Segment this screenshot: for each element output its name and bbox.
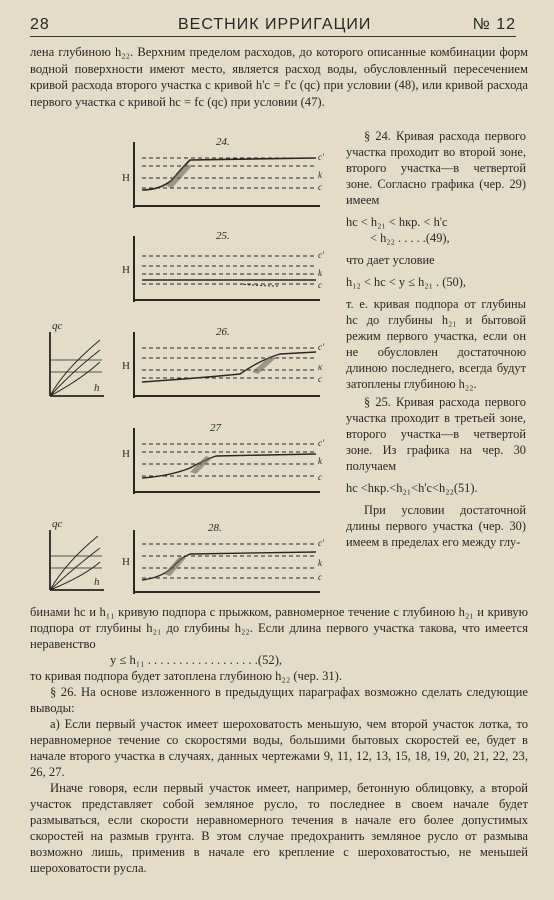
conclusion-a: а) Если первый участок имеет шероховатость меньшую, чем второй участок лотка, то неравномерное течение со скоростями воды, большими бытовых скоростей ее, будет в начале второго участка в случаях, данных чертежами 9, 11, 12, 13, 15, 18, 19, 20, 21, 22, 23, 26, 27.	[30, 717, 528, 779]
figure-25-k: k	[318, 268, 322, 278]
right-column	[346, 128, 526, 550]
page-number: 28	[30, 16, 50, 33]
figure-24-c: c	[318, 182, 322, 192]
figure-24-k: k	[318, 170, 322, 180]
bottom-text	[30, 604, 528, 876]
figure-27-c: c	[318, 472, 322, 482]
figure-26-qc-plot	[44, 320, 106, 402]
figure-28-c: c	[318, 572, 322, 582]
figure-25-c: c	[318, 280, 322, 290]
figure-24	[120, 136, 330, 212]
other-words-paragraph: Иначе говоря, если первый участок имеет, например, бетонную облицовку, а второй участок представляет собой земляное русло, то последнее в своем начале будет размываться, если скорости неравномерного течения в начале его более допустимых скоростей на размыв грунта. В этом случае предохранить земляное русло от размыва возможно лишь, применив в начале его крепление с шероховатостью, не меньшей шероховатости русла.	[30, 781, 528, 875]
figure-28-qc-label: qc	[52, 518, 63, 530]
figure-25-drawing	[120, 234, 330, 306]
equation-50: h₁₂ < hc < y ≤ h₂₁ . (50),	[346, 275, 466, 289]
figure-27	[120, 422, 330, 498]
figure-26-drawing	[120, 330, 330, 402]
figure-25-number: 25.	[216, 230, 230, 242]
equation-51: hc <hкр.<h₂₁<h'c<h₂₂(51).	[346, 481, 478, 495]
figure-24-drawing	[120, 140, 330, 212]
equation-52: y ≤ h₁₁ . . . . . . . . . . . . . . . . . .(52),	[110, 653, 283, 667]
figure-27-c-prime: c'	[318, 438, 324, 448]
after-equation-50: т. е. кривая подпора от глубины hc до глубины h₂₁ и бытовой режим первого участка, если он не обусловлен достаточною длиною последнего, всегда будут затоплены глубиною h₂₂.	[346, 297, 526, 391]
figure-26-c: c	[318, 374, 322, 384]
journal-title: ВЕСТНИК ИРРИГАЦИИ	[178, 16, 372, 33]
equation-49-line1: hc < h₂₁ < hкр. < h'c	[346, 215, 448, 229]
figure-27-number: 27	[210, 422, 221, 434]
figure-24-c-prime: c'	[318, 152, 324, 162]
figure-26-H: H	[122, 360, 130, 372]
issue-number: № 12	[472, 16, 516, 33]
figure-27-H: H	[122, 448, 130, 460]
gives-condition: что дает условие	[346, 253, 435, 267]
continuation-1: бинами hc и h₁₁ кривую подпора с прыжком, равномерное течение с глубиною h₂₁ и кривую подпора от глубины h₂₁ до глубины h₂₂. Если длина первого участка такова, что имеется неравенство	[30, 605, 528, 651]
figure-26-number: 26.	[216, 326, 230, 338]
equation-49-line2: < h₂₂ . . . . .(49),	[370, 231, 450, 245]
section-25: § 25. Кривая расхода первого участка проходит в третьей зоне, второго участка—в четвертой зоне. Из графика на чер. 30 получаем	[346, 395, 526, 473]
figure-26	[120, 326, 330, 402]
figure-28-k: k	[318, 558, 322, 568]
continuation-2: то кривая подпора будет затоплена глубиною h₂₂ (чер. 31).	[30, 669, 343, 683]
figure-28	[120, 522, 330, 598]
figure-24-number: 24.	[216, 136, 230, 148]
figure-27-drawing	[120, 426, 330, 498]
figure-26-qc-label: qc	[52, 320, 63, 332]
figure-24-H: H	[122, 172, 130, 184]
figure-28-qc-plot	[44, 518, 106, 596]
top-paragraph: лена глубиною h₂₂. Верхним пределом расходов, до которого описанные комбинации форм водной поверхности имеют место, является расход воды, обусловленный пересечением кривой расхода второго участка с кривой h'c = f'c (qc) при условии (48), или кривой расхода первого участка с кривой hc = fc (qc) при условии (47).	[30, 45, 528, 109]
figure-28-H: H	[122, 556, 130, 568]
figure-26-c-prime: c'	[318, 342, 324, 352]
figure-25-c-prime: c'	[318, 250, 324, 260]
figure-25-H: H	[122, 264, 130, 276]
section-24: § 24. Кривая расхода первого участка проходит во второй зоне, второго участка—в четвертой зоне. Согласно графика (чер. 29) имеем	[346, 129, 526, 207]
top-paragraph-block	[30, 44, 528, 110]
figure-27-k: k	[318, 456, 322, 466]
condition-start: При условии достаточной длины первого участка (чер. 30) имеем в пределах его между глу-	[346, 503, 526, 549]
figure-26-k: к	[318, 362, 323, 372]
figure-25	[120, 230, 330, 306]
section-26: § 26. На основе изложенного в предыдущих параграфах возможно сделать следующие выводы:	[30, 685, 528, 715]
figure-28-drawing	[120, 528, 330, 598]
figure-28-c-prime: c'	[318, 538, 324, 548]
figure-26-h-label: h	[94, 382, 100, 394]
page-header	[30, 14, 516, 37]
figure-28-number: 28.	[208, 522, 222, 534]
figure-28-h-label: h	[94, 576, 100, 588]
